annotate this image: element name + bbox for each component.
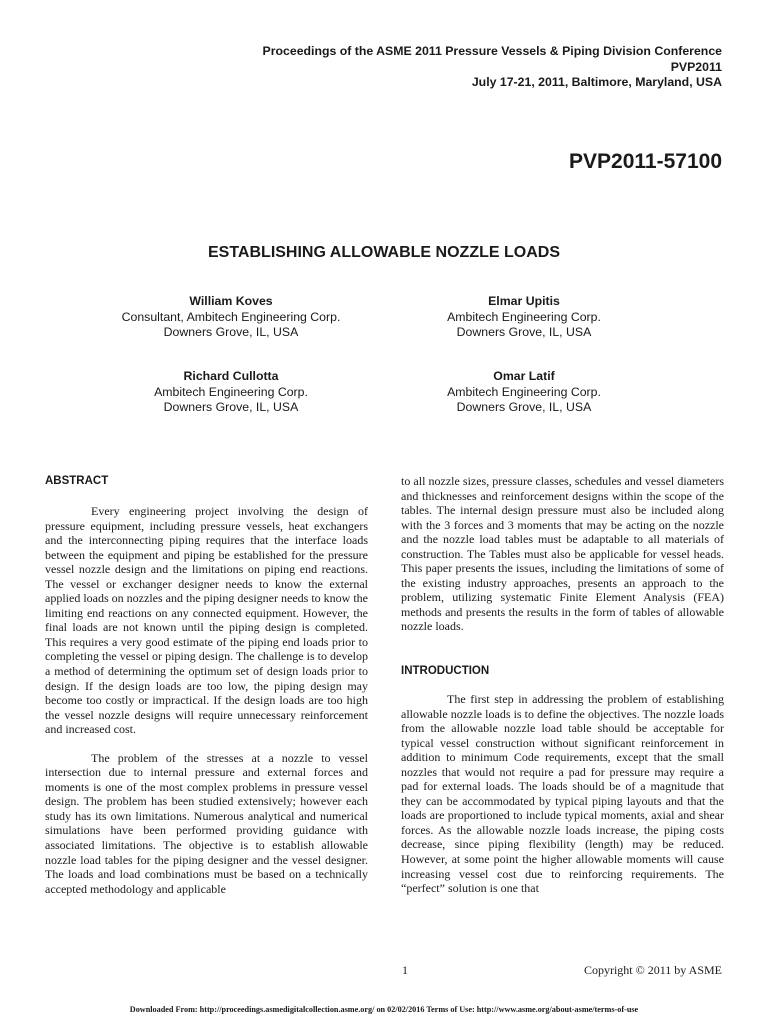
left-column	[45, 474, 368, 896]
abstract-paragraph-continued: to all nozzle sizes, pressure classes, schedules and vessel diameters and thicknesses and reinforcement designs within the scope of the tables. The internal design pressure must also be included along with the 3 forces and 3 moments that may be acting on the nozzle and the nozzle load tables must be adaptable to all materials of construction. The Tables must also be applicable for vessel heads. This paper presents the issues, including the limitations of some of the existing industry approaches, presents an approach to the problem, utilizing systematic Finite Element Analysis (FEA) methods and presents the results in the form of tables of allowable nozzle loads.	[401, 474, 724, 634]
page-number: 1	[402, 963, 408, 977]
abstract-heading: ABSTRACT	[45, 475, 109, 487]
author-block	[374, 294, 674, 341]
author-affiliation: Consultant, Ambitech Engineering Corp.	[121, 309, 341, 324]
author-location: Downers Grove, IL, USA	[456, 400, 592, 414]
conference-header	[102, 44, 722, 91]
copyright-notice: Copyright © 2011 by ASME	[583, 963, 722, 977]
author-block	[374, 369, 674, 416]
author-block	[81, 369, 381, 416]
author-affiliation: Ambitech Engineering Corp.	[154, 384, 308, 399]
conference-code: PVP2011	[670, 59, 722, 74]
conference-name: Proceedings of the ASME 2011 Pressure Vessels & Piping Division Conference	[262, 44, 722, 58]
author-name: William Koves	[189, 294, 273, 308]
author-affiliation: Ambitech Engineering Corp.	[447, 384, 601, 399]
author-name: Omar Latif	[493, 369, 555, 383]
author-affiliation: Ambitech Engineering Corp.	[447, 309, 601, 324]
download-notice: Downloaded From: http://proceedings.asmedigitalcollection.asme.org/ on 02/02/2016 Terms of Use: http://www.asme.org/about-asme/terms-of-use	[129, 1005, 639, 1014]
author-location: Downers Grove, IL, USA	[456, 325, 592, 339]
abstract-paragraph: The problem of the stresses at a nozzle to vessel intersection due to internal pressure and external forces and moments is one of the most complex problems in pressure vessel design. The problem has been studied extensively; however each study has its own limitations. Numerous analytical and numerical simulations have been performed providing guidance with associated limitations. The objective is to establish allowable nozzle load tables for the piping designer and the vessel designer. The loads and load combinations must be based on a technically accepted methodology and applicable	[45, 750, 368, 896]
abstract-paragraph: Every engineering project involving the design of pressure equipment, including pressure vessels, heat exchangers and the interconnecting piping requires that the interface loads between the equipment and piping be established for the pressure vessel nozzle design and the limitations on piping end reactions. The vessel or exchanger designer needs to know the external applied loads on nozzles and the piping designer needs to know the limiting end reactions on any connected equipment. However, the final loads are not known until the piping design is completed. This requires a very good estimate of the piping end loads prior to completing the vessel or piping design. The challenge is to develop a method of determining the optimum set of design loads prior to design. If the design loads are too low, the piping design may become too costly or impractical. If the design loads are too high the vessel nozzle designs will require unnecessary reinforcement and increased cost.	[45, 504, 368, 737]
author-location: Downers Grove, IL, USA	[163, 400, 299, 414]
introduction-heading: INTRODUCTION	[401, 665, 490, 678]
paper-title: ESTABLISHING ALLOWABLE NOZZLE LOADS	[208, 244, 560, 261]
author-location: Downers Grove, IL, USA	[163, 325, 299, 339]
conference-date-location: July 17-21, 2011, Baltimore, Maryland, USA	[471, 75, 722, 89]
introduction-paragraph: The first step in addressing the problem of establishing allowable nozzle loads is to define the objectives. The nozzle loads from the allowable nozzle load table should be acceptable for typical vessel construction without significant reinforcement in addition to minimum Code requirements, except that the small nozzles that would not require a pad for pressure may require a pad for external loads. The loads should be of a magnitude that they can be accommodated by typical piping layouts and that the loads are proportioned to include typical moments, axial and shear forces. As the allowable nozzle loads increase, the piping costs decrease, since piping flexibility (length) may be reduced. However, at some point the higher allowable moments will cause increasing vessel cost due to reinforcing requirements. The “perfect” solution is one that	[401, 692, 724, 896]
author-name: Richard Cullotta	[183, 369, 279, 383]
author-block	[81, 294, 381, 341]
right-column	[401, 474, 724, 896]
author-name: Elmar Upitis	[488, 294, 560, 308]
paper-id: PVP2011-57100	[569, 150, 722, 173]
